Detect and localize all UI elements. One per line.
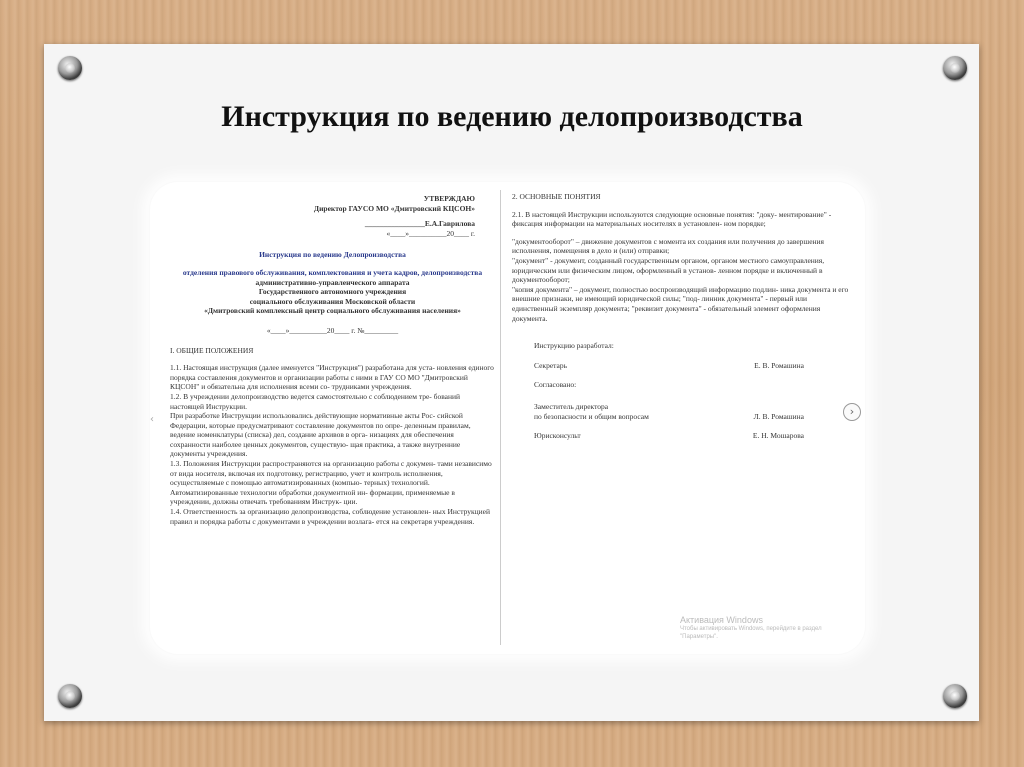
paragraph: 2.1. В настоящей Инструкции используются следующие основные понятия: "доку- ментирование" - фиксация информации на материальных носителях в установлен- ном порядке;: [512, 209, 832, 229]
watermark-text: "Параметры".: [680, 634, 718, 640]
signer-role: Юрисконсульт: [534, 431, 581, 441]
term-definition: "документооборот" – движение документов с момента их создания или получения до завершения исполнения, помещения в дело и (или) отправки;: [512, 236, 824, 256]
org-line: Государственного автономного учреждения: [258, 287, 407, 297]
slide-title: Инструкция по ведению делопроизводства: [221, 100, 803, 133]
signatures-block: [534, 341, 850, 441]
term-definition: "документ" - документ, созданный государственным органом, органом местного самоуправления, юридическим или физическим лицом, оформленный в установ- ленном порядке и включенный в документооборот;: [512, 255, 825, 285]
paragraph: 1.4. Ответственность за организацию делопроизводства, соблюдение установлен- ных Инструкцией правил и порядка работы с документами в учреждении возлага- ется на секретаря учреждения.: [170, 507, 491, 526]
signature-row: [534, 361, 804, 371]
chevron-right-icon[interactable]: ›: [843, 403, 861, 421]
dept-line: отделения правового обслуживания, комплектования и учета кадров, делопроизводства: [182, 267, 483, 277]
screw-icon: [58, 56, 82, 80]
paragraph: 1.2. В учреждении делопроизводство ведется самостоятельно с соблюдением тре- бований настоящей Инструкции.: [170, 391, 461, 411]
approve-label: УТВЕРЖДАЮ: [423, 194, 475, 203]
paragraph: 1.1. Настоящая инструкция (далее именуется "Инструкция") разработана для уста- новления единого порядка составления документов и организации работы с ними в ГАУ СО МО "Дмитровский КЦСОН" и обязательна для исполнения всеми со- трудниками учреждения.: [170, 363, 494, 392]
watermark-text: Чтобы активировать Windows, перейдите в раздел: [680, 626, 822, 632]
date-line: «____»__________20____ г.: [386, 228, 475, 238]
doc-title: Инструкция по ведению Делопроизводства: [259, 250, 406, 260]
developed-label: Инструкцию разработал:: [534, 341, 614, 351]
agreed-label: Согласовано:: [534, 380, 577, 390]
paragraph: При разработке Инструкции использовались действующие нормативные акты Рос- сийской Федерации, которые предусматривают составление документов по опре- деленным правилам, ведение номенклатуры (списка) дел, создание архивов в орга- низациях для обеспечения сохранности наиболее ценных документов, существую- щая практика, а также внутренние документы учреждения.: [170, 411, 471, 459]
document-right-page: [512, 192, 850, 441]
org-line: «Дмитровский комплексный центр социального обслуживания населения»: [204, 306, 461, 316]
document-left-page: [170, 194, 495, 526]
sign-line: ________________Е.А.Гаврилова: [364, 219, 475, 229]
signer-role: Заместитель директора: [534, 401, 609, 411]
section-heading: 2. ОСНОВНЫЕ ПОНЯТИЯ: [512, 192, 601, 201]
org-line: социального обслуживания Московской области: [249, 296, 416, 306]
signer-name: Л. В. Ромашина: [753, 411, 804, 421]
screw-icon: [943, 56, 967, 80]
windows-activation-watermark: [680, 615, 822, 641]
signer-role: по безопасности и общим вопросам: [534, 411, 649, 421]
chevron-left-icon[interactable]: ‹: [150, 414, 154, 425]
dept-line: административно-управленческого аппарата: [255, 277, 410, 287]
doc-number-line: «____»__________20____ г. №_________: [266, 325, 399, 335]
term-definition: "копия документа" – документ, полностью воспроизводящий информацию подлин- ника документа и его внешние признаки, не имеющий юридической силы; "под- линник документа" - первый или единственный экземпляр документа; "реквизит документа" - обязательный элемент оформления документа.: [512, 284, 849, 323]
section-heading: I. ОБЩИЕ ПОЛОЖЕНИЯ: [170, 345, 254, 355]
signer-name: Е. Н. Мошарова: [752, 431, 804, 441]
page-divider: [500, 190, 501, 645]
screw-icon: [943, 684, 967, 708]
screw-icon: [58, 684, 82, 708]
director-line: Директор ГАУСО МО «Дмитровский КЦСОН»: [313, 203, 475, 213]
signature-row: [534, 431, 804, 441]
signer-role: Секретарь: [534, 360, 568, 370]
signature-row: [534, 412, 804, 422]
watermark-title: Активация Windows: [680, 615, 763, 625]
document-image: [150, 182, 865, 654]
paragraph: 1.3. Положения Инструкции распространяются на организацию работы с докумен- тами независимо от вида носителя, включая их подготовку, регистрацию, учет и контроль исполнения, осуществляемые с помощью автоматизированных (компью- терных) технологий. Автоматизированные технологии обработки документной ин- формации, применяемые в учреждении, должны отвечать требованиям Инструк- ции.: [170, 459, 492, 507]
signer-name: Е. В. Ромашина: [754, 360, 804, 370]
